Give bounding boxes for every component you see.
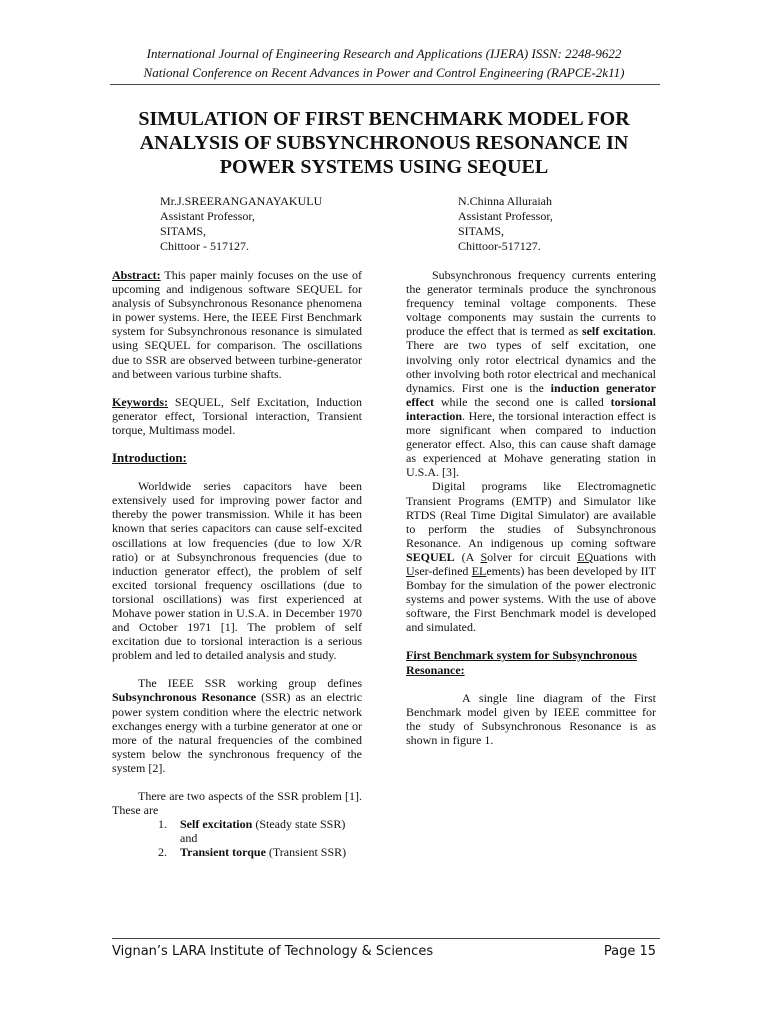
abstract bbox=[112, 268, 362, 381]
footer-rule bbox=[112, 938, 660, 939]
text-run: Subsynchronous frequency currents entering the generator terminals produce the synchronous frequency teminal voltage components. These voltage components may sustain the currents to produce the effect that is termed as bbox=[406, 268, 656, 339]
author-role: Assistant Professor, bbox=[458, 209, 553, 223]
text-run: (SSR) as an electric power system condition where the electric network exchanges energy with a turbine generator at one or more of the natural frequencies of the combined system below the synchronous frequency of the system [2]. bbox=[112, 690, 363, 775]
keywords-text: SEQUEL, Self Excitation, Induction generator effect, Torsional interaction, Transient torque, Multimass model. bbox=[112, 394, 362, 437]
ssr-term: Subsynchronous Resonance bbox=[112, 690, 257, 705]
right-column bbox=[406, 268, 656, 747]
text-run: . There are two types of self excitation, one involving only rotor electrical dynamics and the other involving both rotor electrical and mechanical dynamics. First one is the bbox=[406, 324, 656, 395]
list-bold: Self excitation bbox=[180, 817, 253, 832]
term-bold: torsional interaction bbox=[406, 394, 657, 423]
term-bold: self excitation bbox=[581, 324, 653, 339]
intro-paragraph-1: Worldwide series capacitors have been extensively used for improving power factor and thereby the power transmission. While it has been known that series capacitors can cause self-excited oscillations at low frequencies (due to low X/R ratio) or at Subsynchronous frequencies (due to induction generator effect), the problem of self excited torsional frequency oscillations (due to torsional oscillations) was first experienced at Mohave power station in U.S.A. in December 1970 and October 1971 [1]. The problem of self excitation due to torsional interaction is a serious problem and led to detailed analysis and study. bbox=[112, 479, 362, 663]
footer-institute: Vignan’s LARA Institute of Technology & Sciences bbox=[112, 944, 434, 959]
list-bold: Transient torque bbox=[180, 845, 266, 860]
author-affiliation: SITAMS, bbox=[160, 224, 207, 238]
intro-paragraph-3: There are two aspects of the SSR problem [1]. These are bbox=[112, 789, 362, 818]
left-column bbox=[112, 268, 362, 859]
term-bold: SEQUEL bbox=[406, 549, 455, 564]
author-block-1 bbox=[160, 194, 322, 254]
acronym-letter: EQ bbox=[577, 549, 594, 564]
paper-title bbox=[40, 107, 728, 179]
abstract-text: This paper mainly focuses on the use of upcoming and indigenous software SEQUEL for analysis of Subsynchronous Resonance phenomena in power systems. Here, the IEEE First Benchmark system for Subsynchronous resonance is simulated using SEQUEL for comparison. The oscillations due to SSR are observed between turbine-generator and between various turbine shafts. bbox=[112, 268, 362, 381]
acronym-letter: EL bbox=[471, 563, 487, 578]
author-name: N.Chinna Alluraiah bbox=[458, 194, 552, 208]
acronym-letter: S bbox=[480, 549, 488, 564]
list-rest: (Transient SSR) bbox=[268, 845, 347, 860]
author-name: Mr.J.SREERANGANAYAKULU bbox=[160, 194, 323, 208]
term-bold: induction generator effect bbox=[406, 380, 656, 409]
title-line: ANALYSIS OF SUBSYNCHRONOUS RESONANCE IN bbox=[139, 132, 629, 154]
header-rule bbox=[110, 84, 660, 85]
list-item bbox=[112, 845, 362, 859]
list-rest: (Steady state SSR) bbox=[255, 817, 346, 832]
acronym-letter: U bbox=[406, 563, 415, 578]
text-run: Digital programs like Electromagnetic Transient Programs (EMTP) and Simulator like RTDS (Real Time Digital Simulator) are available to perform the studies of Subsynchronous Resonance. An indigenous up coming software bbox=[406, 479, 656, 550]
author-location: Chittoor-517127. bbox=[458, 239, 541, 253]
right-paragraph-1 bbox=[406, 268, 656, 479]
intro-paragraph-2 bbox=[112, 676, 362, 775]
author-role: Assistant Professor, bbox=[160, 209, 255, 223]
text-run: ser-defined bbox=[414, 563, 469, 578]
journal-header-line1: International Journal of Engineering Research and Applications (IJERA) ISSN: 2248-9622 bbox=[146, 46, 622, 61]
page-number: Page 15 bbox=[603, 944, 656, 959]
author-block-2 bbox=[458, 194, 553, 254]
text-run: while the second one is called bbox=[440, 394, 604, 409]
ssr-aspects-list bbox=[112, 817, 362, 859]
list-number: 2. bbox=[158, 845, 167, 860]
title-line: POWER SYSTEMS USING SEQUEL bbox=[219, 156, 549, 178]
text-run: (A bbox=[461, 549, 474, 564]
abstract-label: Abstract: bbox=[112, 268, 161, 282]
text-run: The IEEE SSR working group defines bbox=[138, 676, 362, 691]
keywords-label: Keywords: bbox=[112, 394, 168, 409]
author-affiliation: SITAMS, bbox=[458, 224, 505, 238]
section-heading: First Benchmark system for Subsynchronous Resonance: bbox=[406, 648, 637, 677]
keywords bbox=[112, 395, 362, 437]
journal-header-line2: National Conference on Recent Advances in Power and Control Engineering (RAPCE-2k11) bbox=[143, 65, 625, 80]
author-location: Chittoor - 517127. bbox=[160, 239, 249, 253]
text-run: ements) has been developed by IIT Bombay for the simulation of the power electronic systems and power systems. With the use of above software, the First Benchmark model is developed and simulated. bbox=[406, 563, 656, 635]
introduction-heading: Introduction: bbox=[112, 450, 187, 466]
list-item bbox=[112, 817, 362, 831]
list-connector: and bbox=[180, 831, 198, 846]
text-run: olver for circuit bbox=[487, 549, 571, 564]
right-paragraph-3: A single line diagram of the First Benchmark model given by IEEE committee for the study of Subsynchronous Resonance is as shown in figure 1. bbox=[406, 690, 656, 747]
list-number: 1. bbox=[158, 817, 167, 832]
right-paragraph-2 bbox=[406, 479, 656, 634]
title-line: SIMULATION OF FIRST BENCHMARK MODEL FOR bbox=[138, 108, 630, 130]
text-run: uations with bbox=[593, 549, 657, 564]
text-run: . Here, the torsional interaction effect is more significant when compared to induction generator effect. Also, this can cause shaft damage as experienced at Mohave generating station in U.S.A. [3]. bbox=[406, 408, 656, 480]
